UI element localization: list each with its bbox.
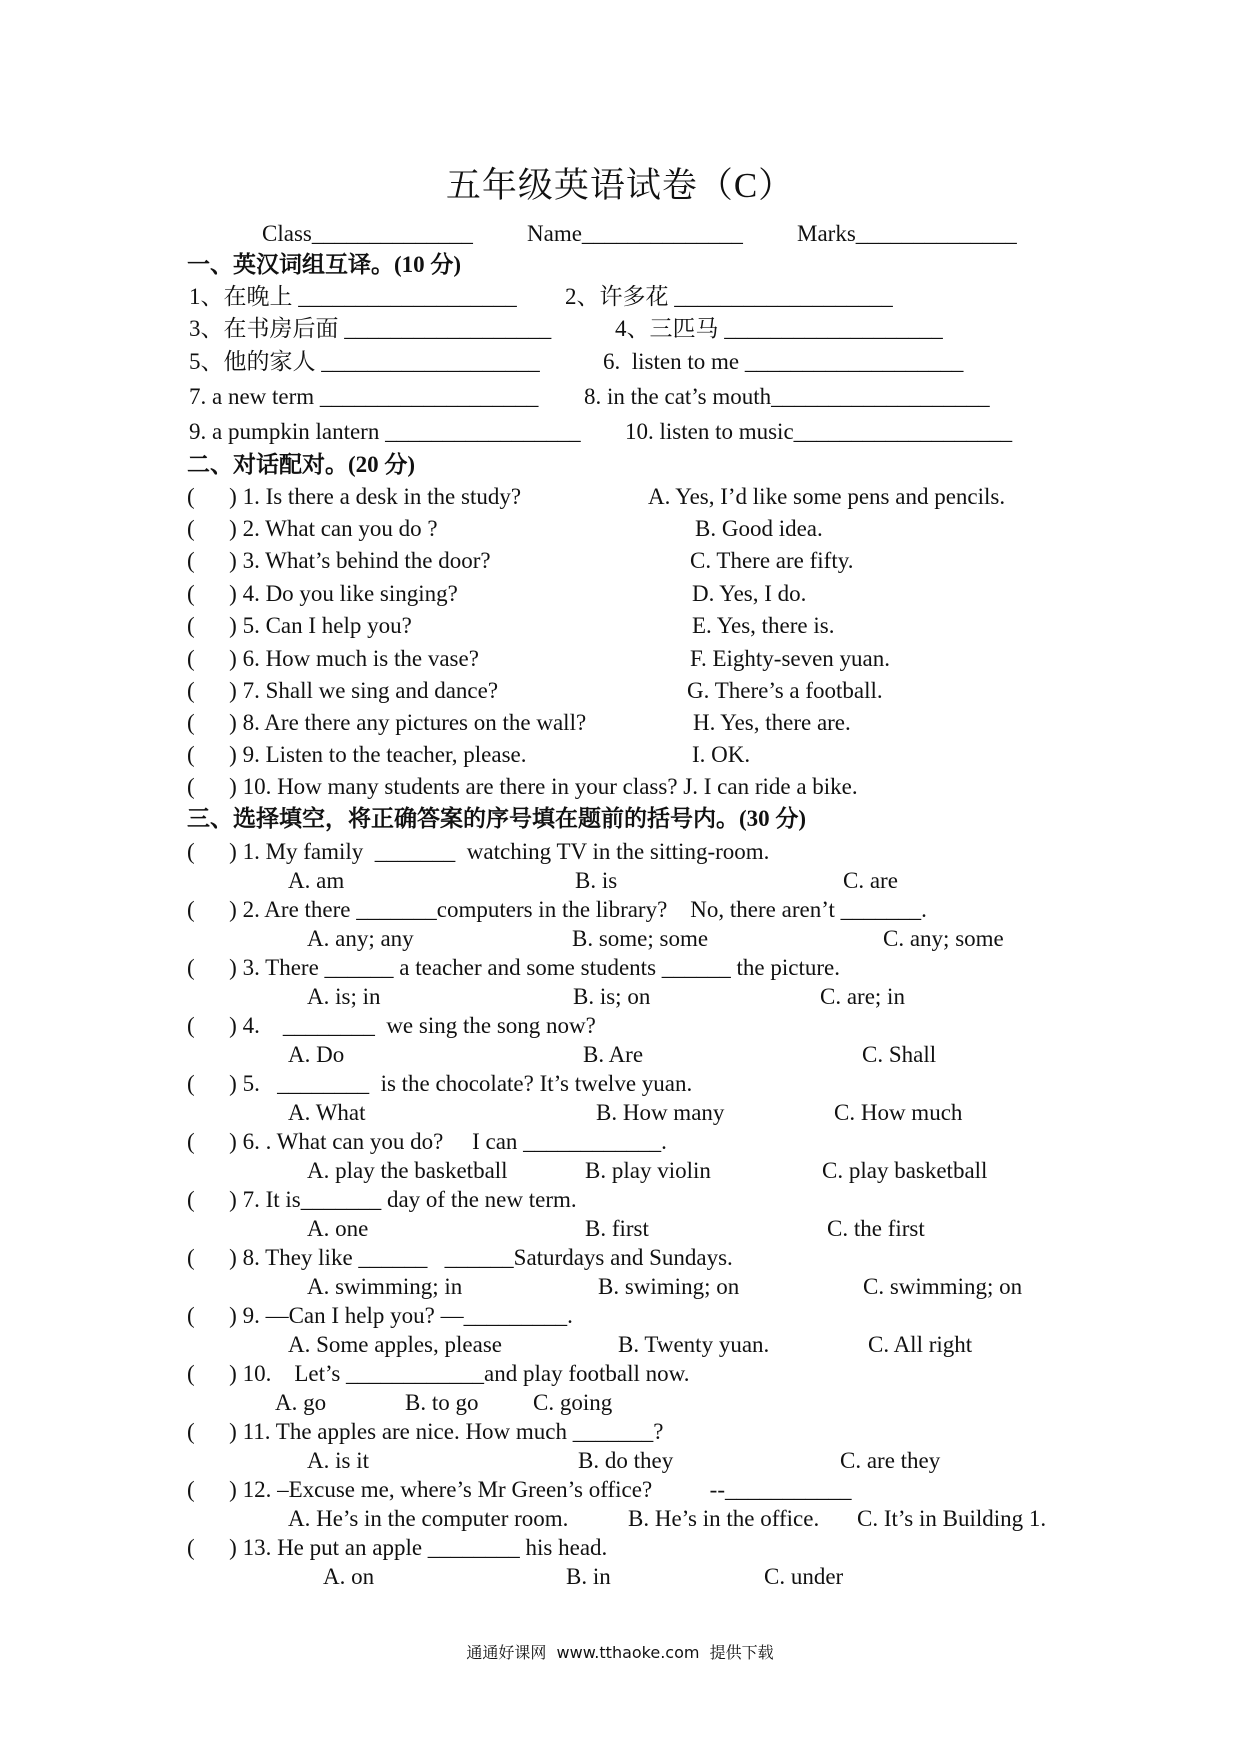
s3-q13-opt-c: C. under	[764, 1564, 844, 1589]
s3-q13: ( ) 13. He put an apple ________ his head.	[187, 1535, 608, 1560]
s2-a1: A. Yes, I’d like some pens and pencils.	[648, 484, 1006, 509]
s3-q7-opt-a: A. one	[307, 1216, 369, 1241]
s3-q3-opt-a: A. is; in	[307, 984, 381, 1009]
s2-a5: E. Yes, there is.	[692, 613, 835, 638]
s3-q6-opt-a: A. play the basketball	[307, 1158, 508, 1183]
s3-q1-opt-b: B. is	[575, 868, 618, 893]
s3-q8: ( ) 8. They like ______ ______Saturdays and Sundays.	[187, 1245, 733, 1270]
s2-q4: ( ) 4. Do you like singing?	[187, 581, 458, 606]
s2-q1: ( ) 1. Is there a desk in the study?	[187, 484, 522, 509]
s3-q12-opt-b: B. He’s in the office.	[628, 1506, 820, 1531]
exam-title: 五年级英语试卷（C）	[445, 166, 795, 205]
s2-a3: C. There are fifty.	[690, 548, 854, 573]
s1-row2-left: 3、在书房后面 __________________	[189, 316, 552, 341]
marks-field: Marks______________	[797, 221, 1017, 246]
s3-q1: ( ) 1. My family _______ watching TV in the sitting-room.	[187, 839, 770, 864]
s3-q4-opt-a: A. Do	[288, 1042, 345, 1067]
s3-q10-opt-b: B. to go	[405, 1390, 479, 1415]
s3-q9-opt-a: A. Some apples, please	[288, 1332, 502, 1357]
s2-q2: ( ) 2. What can you do ?	[187, 516, 438, 541]
s2-q7: ( ) 7. Shall we sing and dance?	[187, 678, 499, 703]
s3-q12-opt-a: A. He’s in the computer room.	[288, 1506, 569, 1531]
class-field: Class______________	[262, 221, 473, 246]
s2-a9: I. OK.	[692, 742, 751, 767]
s1-row5-right: 10. listen to music___________________	[625, 419, 1013, 444]
section3-heading: 三、选择填空，将正确答案的序号填在题前的括号内。(30 分)	[187, 806, 807, 831]
section1-heading: 一、英汉词组互译。(10 分)	[187, 252, 462, 277]
s3-q8-opt-c: C. swimming; on	[863, 1274, 1023, 1299]
s3-q10-opt-c: C. going	[533, 1390, 613, 1415]
s3-q4-opt-c: C. Shall	[862, 1042, 937, 1067]
s3-q10: ( ) 10. Let’s ____________and play football now.	[187, 1361, 690, 1386]
s3-q6-opt-b: B. play violin	[585, 1158, 711, 1183]
s2-a8: H. Yes, there are.	[693, 710, 851, 735]
s3-q12: ( ) 12. –Excuse me, where’s Mr Green’s office? --___________	[187, 1477, 852, 1502]
s2-a6: F. Eighty-seven yuan.	[690, 646, 891, 671]
s3-q9: ( ) 9. —Can I help you? —_________.	[187, 1303, 573, 1328]
s3-q11-opt-b: B. do they	[578, 1448, 674, 1473]
s3-q6: ( ) 6. . What can you do? I can ____________.	[187, 1129, 667, 1154]
section2-heading: 二、对话配对。(20 分)	[187, 452, 416, 477]
s3-q2-opt-a: A. any; any	[307, 926, 414, 951]
s3-q5-opt-b: B. How many	[596, 1100, 725, 1125]
s3-q4: ( ) 4. ________ we sing the song now?	[187, 1013, 596, 1038]
s3-q8-opt-a: A. swimming; in	[307, 1274, 463, 1299]
s3-q9-opt-b: B. Twenty yuan.	[618, 1332, 770, 1357]
s3-q12-opt-c: C. It’s in Building 1.	[857, 1506, 1047, 1531]
name-field: Name______________	[527, 221, 743, 246]
s2-q3: ( ) 3. What’s behind the door?	[187, 548, 491, 573]
s3-q8-opt-b: B. swiming; on	[598, 1274, 740, 1299]
s2-q5: ( ) 5. Can I help you?	[187, 613, 412, 638]
s1-row2-right: 4、三匹马 ___________________	[615, 316, 943, 341]
footer-credit: 通通好课网 www.tthaoke.com 提供下载	[466, 1643, 774, 1662]
s2-a7: G. There’s a football.	[687, 678, 883, 703]
s3-q13-opt-a: A. on	[323, 1564, 375, 1589]
s3-q3-opt-b: B. is; on	[573, 984, 651, 1009]
s3-q9-opt-c: C. All right	[868, 1332, 973, 1357]
s3-q10-opt-a: A. go	[275, 1390, 327, 1415]
s1-row5-left: 9. a pumpkin lantern _________________	[189, 419, 581, 444]
s3-q6-opt-c: C. play basketball	[822, 1158, 988, 1183]
s3-q13-opt-b: B. in	[566, 1564, 611, 1589]
s1-row4-right: 8. in the cat’s mouth___________________	[584, 384, 990, 409]
s3-q1-opt-c: C. are	[843, 868, 898, 893]
s2-a2: B. Good idea.	[695, 516, 823, 541]
s3-q4-opt-b: B. Are	[583, 1042, 644, 1067]
s3-q5-opt-a: A. What	[288, 1100, 366, 1125]
s3-q11-opt-c: C. are they	[840, 1448, 941, 1473]
s2-q9: ( ) 9. Listen to the teacher, please.	[187, 742, 527, 767]
s3-q7-opt-b: B. first	[585, 1216, 649, 1241]
s1-row3-left: 5、他的家人 ___________________	[189, 349, 540, 374]
s3-q2-opt-c: C. any; some	[883, 926, 1004, 951]
s3-q5-opt-c: C. How much	[834, 1100, 963, 1125]
s3-q11-opt-a: A. is it	[307, 1448, 369, 1473]
s2-q10: ( ) 10. How many students are there in your class? J. I can ride a bike.	[187, 774, 858, 799]
s1-row3-right: 6. listen to me ___________________	[603, 349, 964, 374]
s3-q5: ( ) 5. ________ is the chocolate? It’s twelve yuan.	[187, 1071, 693, 1096]
s3-q7-opt-c: C. the first	[827, 1216, 925, 1241]
s2-a4: D. Yes, I do.	[692, 581, 807, 606]
s1-row1-left: 1、在晚上 ___________________	[189, 284, 517, 309]
s1-row1-right: 2、许多花 ___________________	[565, 284, 893, 309]
s3-q1-opt-a: A. am	[288, 868, 345, 893]
s3-q3-opt-c: C. are; in	[820, 984, 905, 1009]
s3-q2: ( ) 2. Are there _______computers in the library? No, there aren’t _______.	[187, 897, 927, 922]
s3-q2-opt-b: B. some; some	[572, 926, 709, 951]
s3-q3: ( ) 3. There ______ a teacher and some students ______ the picture.	[187, 955, 840, 980]
s3-q11: ( ) 11. The apples are nice. How much _______?	[187, 1419, 664, 1444]
s2-q6: ( ) 6. How much is the vase?	[187, 646, 479, 671]
s1-row4-left: 7. a new term ___________________	[189, 384, 539, 409]
s2-q8: ( ) 8. Are there any pictures on the wall?	[187, 710, 587, 735]
s3-q7: ( ) 7. It is_______ day of the new term.	[187, 1187, 577, 1212]
